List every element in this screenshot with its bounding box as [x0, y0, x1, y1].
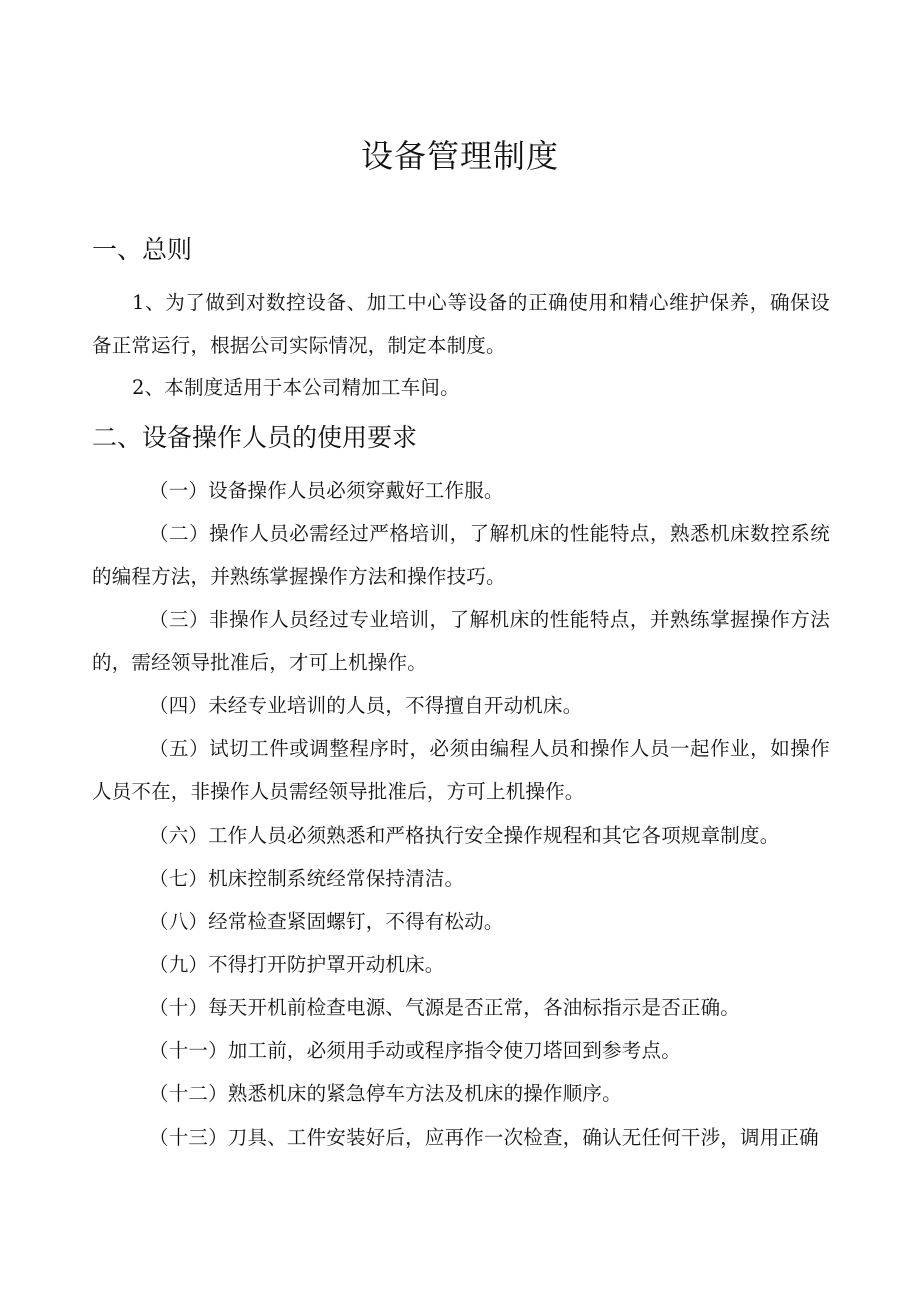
- requirement-item-9: （九）不得打开防护罩开动机床。: [149, 953, 445, 976]
- requirement-item-13: （十三）刀具、工件安装好后，应再作一次检查，确认无任何干涉，调用正确: [149, 1126, 819, 1149]
- requirement-item-5: （五）试切工件或调整程序时，必须由编程人员和操作人员一起作业，如操作人员不在，非操作人员需经领导批准后，方可上机操作。: [92, 737, 830, 803]
- section-heading-general: 一、总则: [92, 235, 193, 264]
- requirement-item-8: （八）经常检查紧固螺钉，不得有松动。: [149, 910, 504, 933]
- requirement-item-1: （一）设备操作人员必须穿戴好工作服。: [149, 479, 504, 502]
- paragraph-general-1: 1、为了做到对数控设备、加工中心等设备的正确使用和精心维护保养，确保设备正常运行，根据公司实际情况，制定本制度。: [92, 291, 830, 357]
- requirement-item-2: （二）操作人员必需经过严格培训，了解机床的性能特点，熟悉机床数控系统的编程方法，并熟练掌握操作方法和操作技巧。: [92, 522, 830, 588]
- requirement-item-12: （十二）熟悉机床的紧急停车方法及机床的操作顺序。: [149, 1082, 622, 1105]
- requirement-item-10: （十）每天开机前检查电源、气源是否正常，各油标指示是否正确。: [149, 996, 741, 1019]
- requirement-item-11: （十一）加工前，必须用手动或程序指令使刀塔回到参考点。: [149, 1039, 681, 1062]
- section-heading-operator-requirements: 二、设备操作人员的使用要求: [92, 423, 418, 452]
- paragraph-general-2: 2、本制度适用于本公司精加工车间。: [132, 376, 460, 399]
- requirement-item-6: （六）工作人员必须熟悉和严格执行安全操作规程和其它各项规章制度。: [149, 824, 780, 847]
- requirement-item-3: （三）非操作人员经过专业培训，了解机床的性能特点，并熟练掌握操作方法的，需经领导批准后，才可上机操作。: [92, 608, 830, 674]
- requirement-item-7: （七）机床控制系统经常保持清洁。: [149, 867, 465, 890]
- document-title: 设备管理制度: [360, 137, 559, 175]
- requirement-item-4: （四）未经专业培训的人员，不得擅自开动机床。: [149, 694, 583, 717]
